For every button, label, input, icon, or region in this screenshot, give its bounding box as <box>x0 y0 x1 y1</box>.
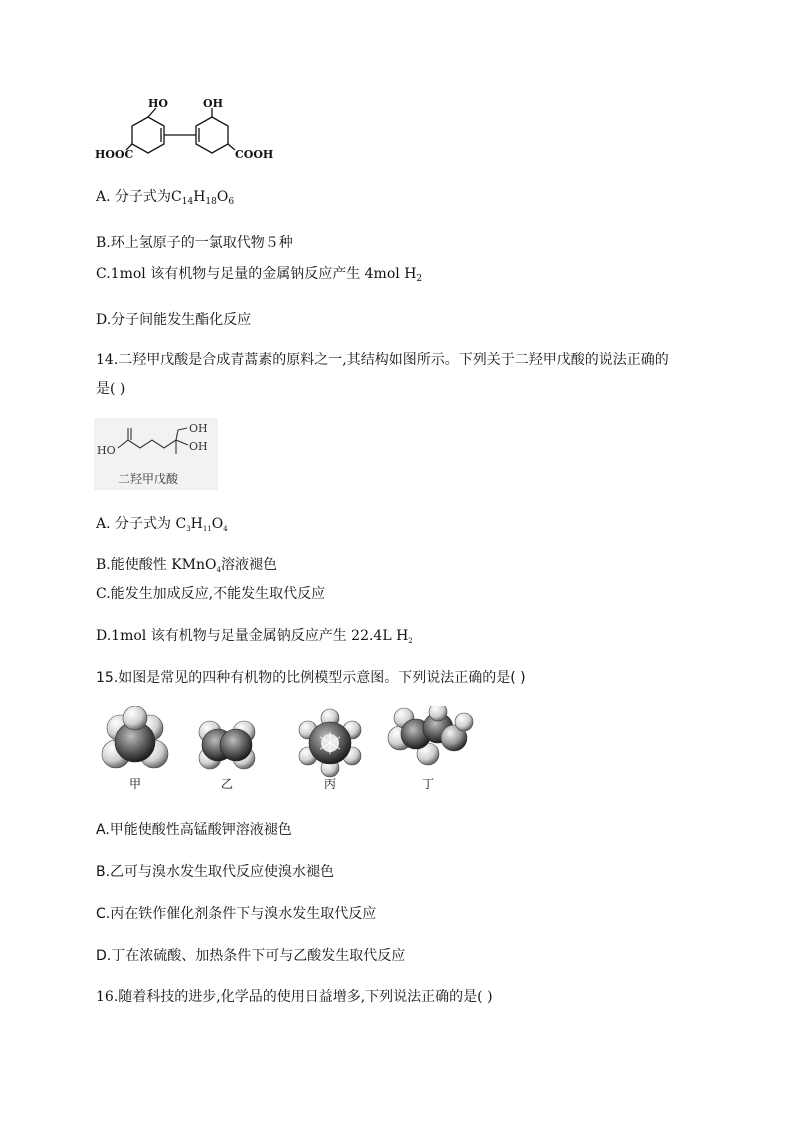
q13-option-b: B.环上氢原子的一氯取代物５种 <box>96 235 293 251</box>
q13-cooh-right: COOH <box>235 148 274 161</box>
q13-oh-right: OH <box>203 97 223 110</box>
q14-oh-top: OH <box>189 422 208 435</box>
q13-option-a: A. 分子式为$C_{14}H_{18}O_6$ <box>96 189 235 207</box>
q16-stem: 16.随着科技的进步,化学品的使用日益增多,下列说法正确的是( ) <box>96 989 493 1005</box>
model-benzene <box>299 709 361 777</box>
q15-stem: 15.如图是常见的四种有机物的比例模型示意图。下列说法正确的是( ) <box>96 670 526 686</box>
model-ethanol <box>388 706 473 765</box>
q14-option-c: C.能发生加成反应,不能发生取代反应 <box>96 586 326 602</box>
q14-option-a: A. 分子式为 $C_3H_{11}O_4$ <box>96 516 228 533</box>
q14-ho-label: HO <box>97 444 116 457</box>
q15-models-figure <box>98 706 478 798</box>
model-methane <box>102 706 168 768</box>
q14-figure-caption: 二羟甲戊酸 <box>118 472 179 486</box>
q15-option-c: C.丙在铁作催化剂条件下与溴水发生取代反应 <box>96 906 377 922</box>
q15-option-b: B.乙可与溴水发生取代反应使溴水褪色 <box>96 864 335 880</box>
q15-option-a: A.甲能使酸性高锰酸钾溶液褪色 <box>96 822 292 838</box>
q15-label-ding: 丁 <box>422 777 435 791</box>
q14-option-d: D.1mol 该有机物与足量金属钠反应产生 22.4L $H_2$ <box>96 628 413 645</box>
q14-stem-line2: 是( ) <box>96 381 126 397</box>
q15-label-bing: 丙 <box>324 777 337 791</box>
q14-option-b: B.能使酸性 KMnO$_4$溶液褪色 <box>96 557 277 574</box>
q15-label-jia: 甲 <box>129 777 142 791</box>
model-ethylene <box>199 721 255 769</box>
q13-option-c: C.1mol 该有机物与足量的金属钠反应产生 4mol $H_2$ <box>96 266 423 284</box>
q14-structure-figure <box>94 418 218 490</box>
q14-stem-line1: 14.二羟甲戊酸是合成青蒿素的原料之一,其结构如图所示。下列关于二羟甲戊酸的说法正确的 <box>96 352 669 368</box>
q14-oh-bottom: OH <box>189 440 208 453</box>
q13-structure-figure <box>92 92 292 167</box>
q15-label-yi: 乙 <box>221 777 234 791</box>
q13-option-d: D.分子间能发生酯化反应 <box>96 312 252 328</box>
q13-cooh-left: HOOC <box>95 148 134 161</box>
q15-option-d: D.丁在浓硫酸、加热条件下可与乙酸发生取代反应 <box>96 948 406 964</box>
q13-oh-left: HO <box>148 97 168 110</box>
